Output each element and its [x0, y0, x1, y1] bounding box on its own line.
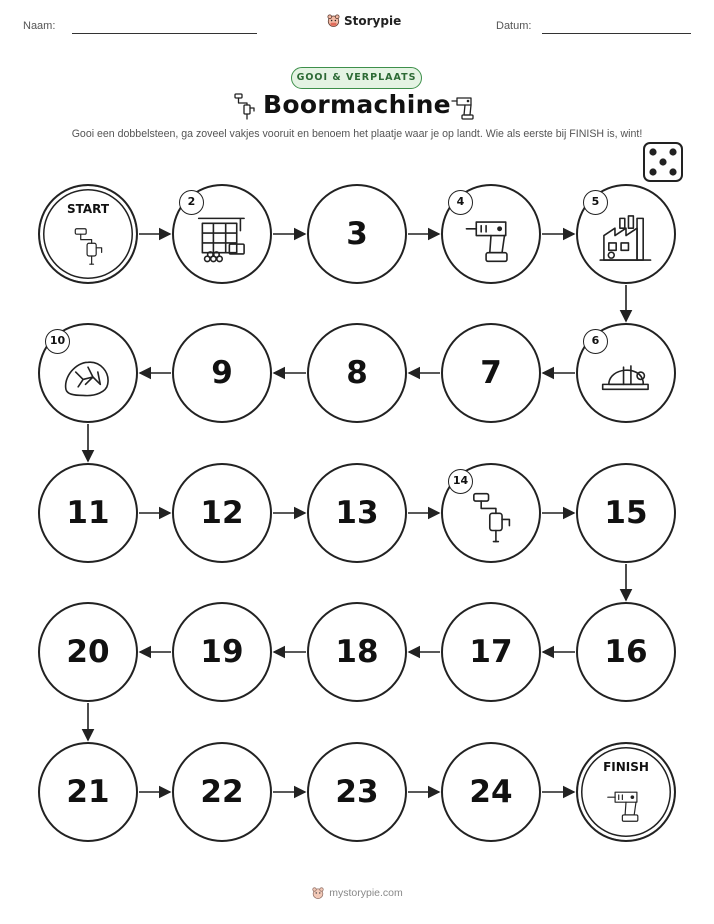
cell-label-finish: FINISH — [603, 760, 649, 774]
cell-number: 21 — [66, 774, 110, 810]
cell-number: 18 — [335, 634, 379, 670]
cell-number: 22 — [200, 774, 244, 810]
footer-site[interactable]: mystorypie.com — [329, 887, 403, 899]
board-cell-7 — [441, 323, 541, 423]
cell-number: 23 — [335, 774, 379, 810]
cell-number: 16 — [604, 634, 648, 670]
name-label: Naam: — [23, 20, 56, 32]
rock-icon — [61, 350, 115, 404]
footer — [0, 886, 714, 900]
board-cell-8 — [307, 323, 407, 423]
cell-badge-14: 14 — [448, 469, 473, 494]
board-cell-22 — [172, 742, 272, 842]
factory-icon — [599, 211, 653, 265]
board-cell-23 — [307, 742, 407, 842]
construction-site-icon — [195, 211, 249, 265]
board-cell-9 — [172, 323, 272, 423]
board-cell-21 — [38, 742, 138, 842]
cell-badge-5: 5 — [583, 190, 608, 215]
brand-name: Storypie — [344, 13, 402, 28]
cell-number: 8 — [346, 355, 368, 391]
hand-drill-icon — [464, 490, 518, 544]
board-cell-20 — [38, 602, 138, 702]
hand-drill-icon — [68, 226, 108, 266]
cell-number: 17 — [469, 634, 513, 670]
board-cell-15 — [576, 463, 676, 563]
cell-number: 9 — [211, 355, 233, 391]
cordless-drill-icon — [606, 784, 646, 824]
cell-badge-4: 4 — [448, 190, 473, 215]
board-cell-18 — [307, 602, 407, 702]
cell-number: 24 — [469, 774, 513, 810]
board-cell-13 — [307, 463, 407, 563]
cell-number: 20 — [66, 634, 110, 670]
cordless-drill-icon — [464, 211, 518, 265]
cell-number: 7 — [480, 355, 502, 391]
board-cell-1 — [38, 184, 138, 284]
cell-number: 13 — [335, 495, 379, 531]
cell-number: 3 — [346, 216, 368, 252]
instructions: Gooi een dobbelsteen, ga zoveel vakjes vooruit en benoem het plaatje waar je op landt. Wie als eerste bij FINISH is, wint! — [71, 128, 643, 140]
board-cell-11 — [38, 463, 138, 563]
cell-number: 15 — [604, 495, 648, 531]
board-cell-25 — [576, 742, 676, 842]
cell-badge-2: 2 — [179, 190, 204, 215]
page-title: Boormachine — [263, 90, 451, 119]
board-cell-12 — [172, 463, 272, 563]
board-cell-16 — [576, 602, 676, 702]
date-label: Datum: — [496, 20, 532, 32]
board-cell-17 — [441, 602, 541, 702]
board-cell-3 — [307, 184, 407, 284]
hard-hat-icon — [599, 350, 653, 404]
board-cell-24 — [441, 742, 541, 842]
cell-badge-10: 10 — [45, 329, 70, 354]
storypie-mascot-icon — [311, 886, 325, 900]
cell-number: 19 — [200, 634, 244, 670]
activity-badge: GOOI & VERPLAATS — [291, 67, 422, 89]
cell-label-start: START — [66, 202, 110, 216]
cell-number: 12 — [200, 495, 244, 531]
board-cell-19 — [172, 602, 272, 702]
cell-badge-6: 6 — [583, 329, 608, 354]
cell-number: 11 — [66, 495, 110, 531]
